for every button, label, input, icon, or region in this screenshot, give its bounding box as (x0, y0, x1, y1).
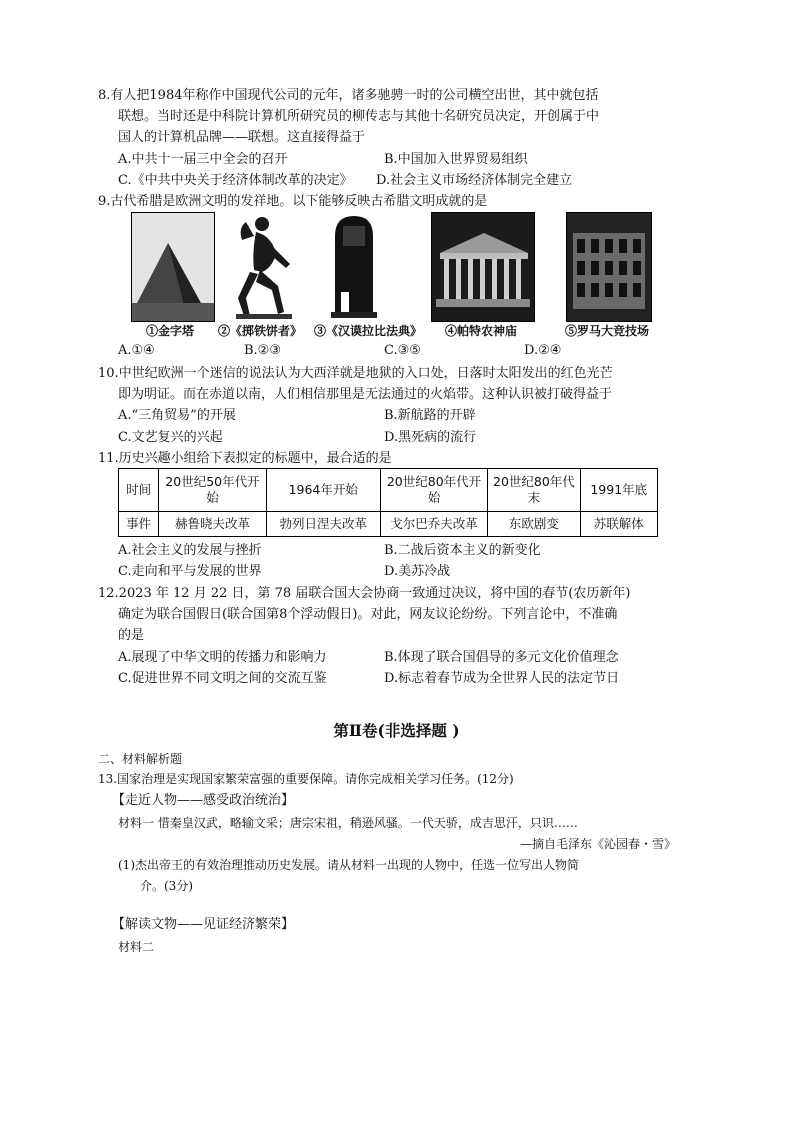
caption-5: ⑤罗马大竞技场 (565, 324, 650, 338)
subquestion-1-line2: 介。(3分) (140, 879, 193, 893)
q10-stem-line2: 即为明证。而在赤道以南，人们相信那里是无法通过的火焰带。这种认识被打破得益于 (118, 387, 613, 402)
pyramid-image (131, 212, 215, 322)
q12-option-a: A.展现了中华文明的传播力和影响力 (118, 650, 327, 665)
parthenon-image (431, 212, 535, 322)
table-row (119, 469, 658, 512)
q13-stem: 13.国家治理是实现国家繁荣富强的重要保障。请你完成相关学习任务。(12分) (98, 772, 514, 786)
q11-option-d: D.美苏冷战 (384, 564, 451, 579)
q11-stem: 11.历史兴趣小组给下表拟定的标题中，最合适的是 (98, 451, 392, 466)
q10-option-a: A.“三角贸易”的开展 (118, 408, 236, 423)
q11-option-b: B.二战后资本主义的新变化 (384, 543, 541, 558)
q11-option-c: C.走向和平与发展的世界 (118, 564, 262, 579)
table-cell: 时间 (119, 469, 159, 512)
q8-option-a: A.中共十一届三中全会的召开 (118, 152, 288, 167)
q12-option-c: C.促进世界不同文明之间的交流互鉴 (118, 671, 327, 686)
material-one-source: —摘自毛泽东《沁园春・雪》 (520, 837, 677, 851)
q10-option-d: D.黑死病的流行 (384, 430, 477, 445)
q12-stem-line1: 12.2023 年 12 月 22 日，第 78 届联合国大会协商一致通过决议，将中国的春节(农历新年) (98, 586, 631, 601)
heading-people: 【走近人物——感受政治统治】 (112, 793, 295, 808)
table-cell: 戈尔巴乔夫改革 (380, 512, 488, 537)
subquestion-1-line1: (1)杰出帝王的有效治理推动历史发展。请从材料一出现的人物中，任选一位写出人物简 (118, 858, 580, 872)
material-one: 材料一 惜秦皇汉武，略输文采；唐宗宋祖，稍逊风骚。一代天骄，成吉思汗，只识…… (118, 816, 578, 830)
q12-option-d: D.标志着春节成为全世界人民的法定节日 (384, 671, 620, 686)
table-cell: 苏联解体 (580, 512, 657, 537)
caption-2: ②《掷铁饼者》 (218, 324, 303, 338)
table-cell: 赫鲁晓夫改革 (159, 512, 267, 537)
section-part-label: 二、材料解析题 (98, 752, 183, 766)
caption-3: ③《汉谟拉比法典》 (314, 324, 423, 338)
caption-4: ④帕特农神庙 (445, 324, 518, 338)
q8-option-d: D.社会主义市场经济体制完全建立 (376, 173, 573, 188)
discus-thrower-image (232, 212, 298, 320)
q11-option-a: A.社会主义的发展与挫折 (118, 543, 262, 558)
q9-option-a: A.①④ (118, 343, 155, 358)
q11-table (118, 468, 658, 537)
table-cell: 20世纪80年代开始 (380, 469, 488, 512)
table-cell: 东欧剧变 (488, 512, 580, 537)
q8-stem-line2: 联想。当时还是中科院计算机所研究员的柳传志与其他十名研究员决定，开创属于中 (118, 109, 600, 124)
table-cell: 20世纪80年代末 (488, 469, 580, 512)
q10-option-b: B.新航路的开辟 (384, 408, 476, 423)
q8-stem-line1: 8.有人把1984年称作中国现代公司的元年，诸多驰骋一时的公司横空出世，其中就包括 (98, 88, 599, 103)
table-cell: 1991年底 (580, 469, 657, 512)
q10-option-c: C.文艺复兴的兴起 (118, 430, 223, 445)
caption-1: ①金字塔 (146, 324, 195, 338)
q10-stem-line1: 10.中世纪欧洲一个迷信的说法认为大西洋就是地狱的入口处，日落时太阳发出的红色光芒 (98, 366, 613, 381)
table-cell: 事件 (119, 512, 159, 537)
q8-option-c: C.《中共中央关于经济体制改革的决定》 (118, 173, 353, 188)
q12-stem-line3: 的是 (118, 628, 145, 643)
q8-stem-line3: 国人的计算机品牌——联想。这直接得益于 (118, 130, 366, 145)
q12-stem-line2: 确定为联合国假日(联合国第8个浮动假日)。对此，网友议论纷纷。下列言论中，不准确 (118, 607, 618, 622)
table-cell: 勃列日涅夫改革 (266, 512, 380, 537)
hammurabi-code-image (323, 212, 385, 320)
q9-stem: 9.古代希腊是欧洲文明的发祥地。以下能够反映古希腊文明成就的是 (98, 194, 488, 209)
q8-option-b: B.中国加入世界贸易组织 (384, 152, 528, 167)
q9-option-b: B.②③ (244, 343, 281, 358)
material-two-label: 材料二 (118, 940, 155, 954)
table-cell: 1964年开始 (266, 469, 380, 512)
q9-option-c: C.③⑤ (384, 343, 421, 358)
table-row (119, 512, 658, 537)
q12-option-b: B.体现了联合国倡导的多元文化价值理念 (384, 650, 619, 665)
colosseum-image (566, 212, 652, 322)
heading-relics: 【解读文物——见证经济繁荣】 (112, 917, 295, 932)
q9-option-d: D.②④ (524, 343, 562, 358)
section-title: 第Ⅱ卷(非选择题 ) (333, 721, 460, 740)
table-cell: 20世纪50年代开始 (159, 469, 267, 512)
